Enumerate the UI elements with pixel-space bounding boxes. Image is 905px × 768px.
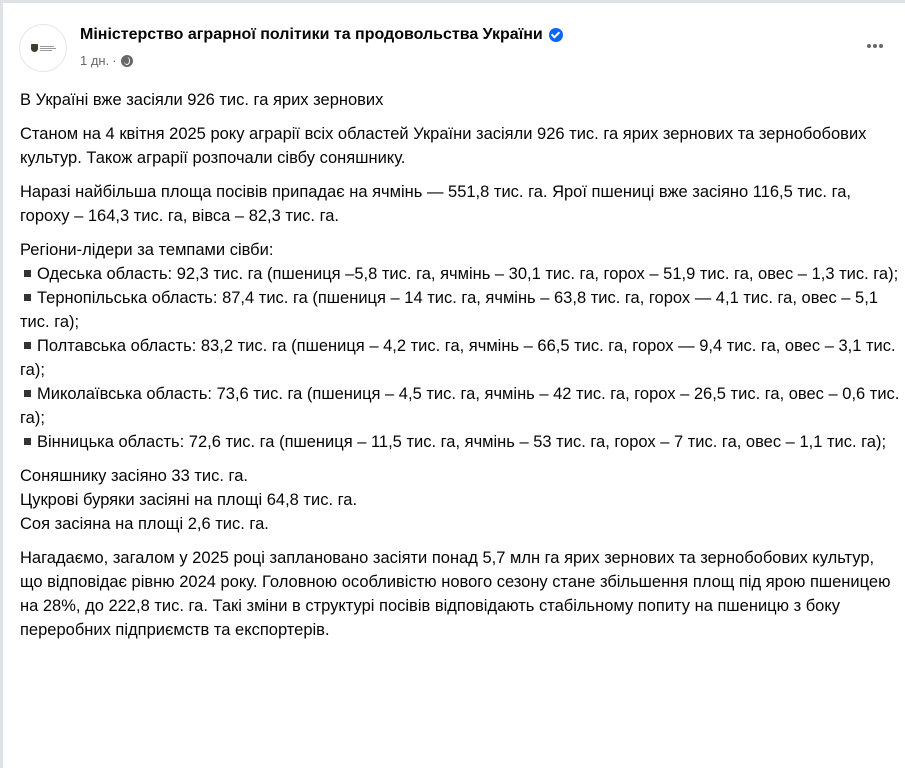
ministry-logo-icon: [31, 44, 38, 52]
crop-line: Цукрові буряки засіяні на площі 64,8 тис. га.: [20, 491, 358, 509]
region-item: Тернопільська область: 87,4 тис. га (пшениця – 14 тис. га, ячмінь – 63,8 тис. га, горох — 4,1 тис. га, овес – 5,1 тис. га);: [20, 289, 878, 331]
post-paragraph: Нагадаємо, загалом у 2025 році заплановано засіяти понад 5,7 млн га ярих зернових та зернобобових культур, що відповідає рівню 2024 року. Головною особливістю нового сезону стане збільшення площ під ярою пшеницею на 28%, до 222,8 тис. га. Такі зміни в структурі посівів відповідають стабільному попиту на пшеницю з боку переробних підприємств та експортерів.: [20, 549, 891, 639]
dot-icon: [873, 44, 877, 48]
region-item: Вінницька область: 72,6 тис. га (пшениця – 11,5 тис. га, ячмінь – 53 тис. га, горох – 7 тис. га, овес – 1,1 тис. га);: [20, 430, 900, 454]
verified-badge-icon: [549, 28, 563, 42]
bullet-icon: [24, 294, 31, 301]
region-item: Миколаївська область: 73,6 тис. га (пшениця – 4,5 тис. га, ячмінь – 42 тис. га, горох – 26,5 тис. га, овес – 0,6 тис. га);: [20, 385, 900, 427]
bullet-icon: [24, 342, 31, 349]
post-body: [20, 88, 900, 652]
crop-line: Соняшнику засіяно 33 тис. га.: [20, 467, 248, 485]
post-timestamp[interactable]: 1 дн.: [80, 53, 110, 68]
bullet-icon: [24, 390, 31, 397]
page-name-link[interactable]: Міністерство аграрної політики та продовольства України: [80, 26, 563, 44]
dot-icon: [867, 44, 871, 48]
regions-section: [20, 238, 900, 454]
regions-heading: Регіони-лідери за темпами сівби:: [20, 241, 274, 259]
region-item: Одеська область: 92,3 тис. га (пшениця –5,8 тис. га, ячмінь – 30,1 тис. га, горох – 51,9 тис. га, овес – 1,3 тис. га);: [20, 262, 900, 286]
post-title: В Україні вже засіяли 926 тис. га ярих зернових: [20, 91, 384, 109]
other-crops-section: [20, 464, 900, 536]
post-paragraph: Станом на 4 квітня 2025 року аграрії всіх областей України засіяли 926 тис. га ярих зернових та зернобобових культур. Також аграрії розпочали сівбу соняшнику.: [20, 125, 867, 167]
meta-separator: ·: [112, 53, 117, 68]
crop-line: Соя засіяна на площі 2,6 тис. га.: [20, 515, 269, 533]
more-options-button[interactable]: [860, 36, 890, 56]
post-meta: [80, 53, 133, 68]
page-avatar[interactable]: [19, 24, 67, 72]
bullet-icon: [24, 270, 31, 277]
bullet-icon: [24, 438, 31, 445]
dot-icon: [879, 44, 883, 48]
post-paragraph: Наразі найбільша площа посівів припадає на ячмінь — 551,8 тис. га. Ярої пшениці вже засіяно 116,5 тис. га, гороху – 164,3 тис. га, вівса – 82,3 тис. га.: [20, 183, 852, 225]
region-item: Полтавська область: 83,2 тис. га (пшениця – 4,2 тис. га, ячмінь – 66,5 тис. га, горох — 9,4 тис. га, овес – 3,1 тис. га);: [20, 337, 896, 379]
globe-icon[interactable]: [121, 55, 133, 67]
post-header: [18, 20, 898, 76]
